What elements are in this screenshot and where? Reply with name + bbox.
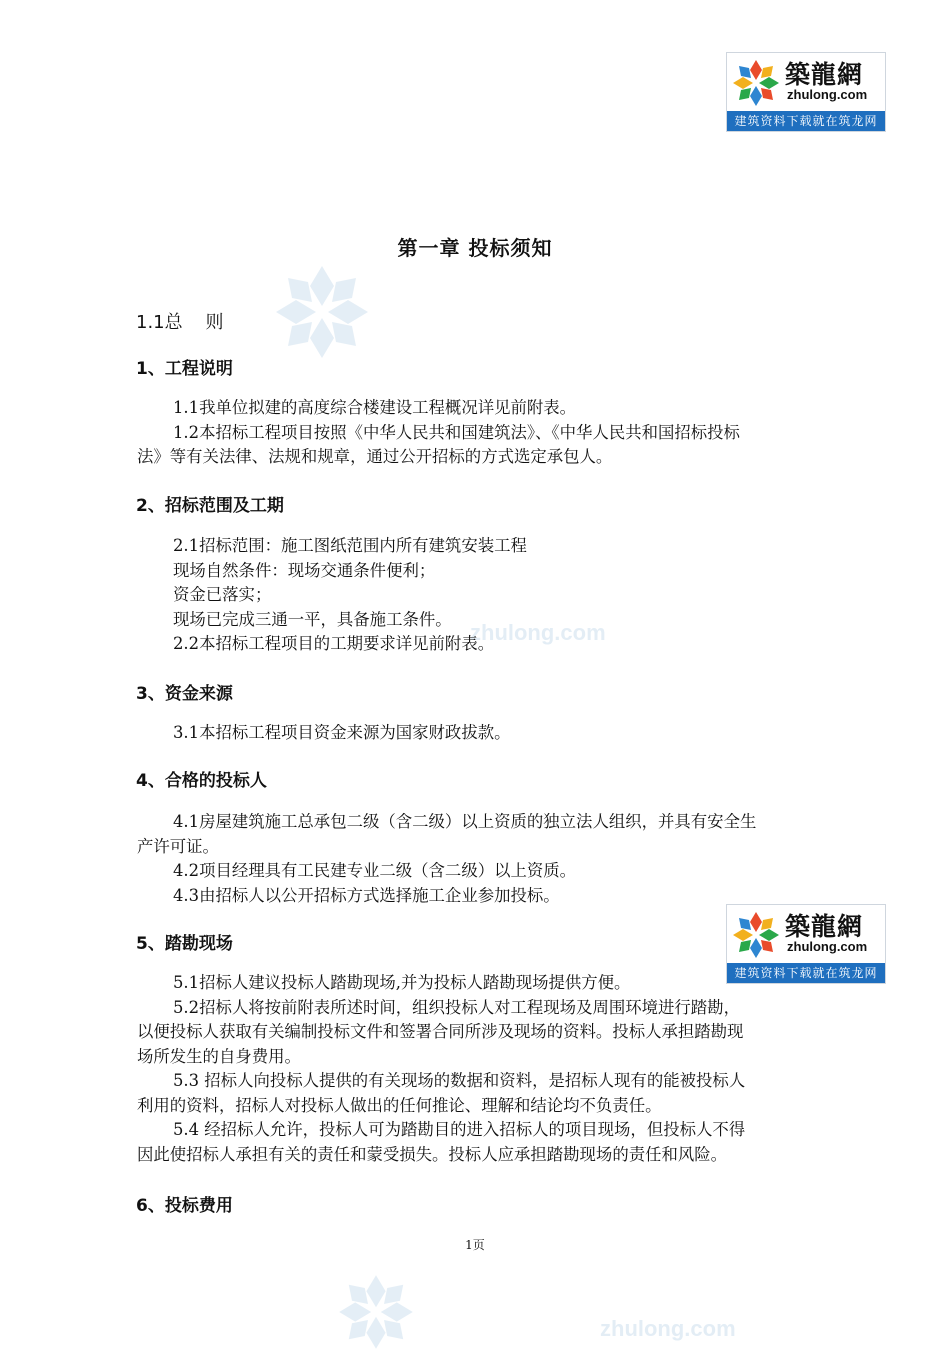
section-body bbox=[137, 721, 840, 746]
watermark-text: zhulong.com bbox=[600, 1316, 736, 1341]
section-title: 1、工程说明 bbox=[136, 359, 233, 379]
paragraph-line: 因此使招标人承担有关的责任和蒙受损失。投标人应承担踏勘现场的责任和风险。 bbox=[137, 1144, 728, 1164]
paragraph-line: 资金已落实； bbox=[173, 585, 272, 604]
zhulong-emblem-icon bbox=[731, 58, 781, 108]
paragraph-line: 产许可证。 bbox=[137, 836, 219, 856]
section-title: 6、投标费用 bbox=[136, 1196, 233, 1216]
paragraph-line: 5.1招标人建议投标人踏勘现场,并为投标人踏勘现场提供方便。 bbox=[173, 973, 631, 992]
section-title: 3、资金来源 bbox=[136, 684, 233, 704]
paragraph-line: 现场已完成三通一平，具备施工条件。 bbox=[173, 609, 452, 629]
logo-slogan: 建筑资料下载就在筑龙网 bbox=[727, 963, 885, 983]
paragraph-line: 1.2本招标工程项目按照《中华人民共和国建筑法》、《中华人民共和国招标投标 bbox=[173, 422, 740, 442]
section-body bbox=[137, 971, 840, 1167]
paragraph-line: 4.3由招标人以公开招标方式选择施工企业参加投标。 bbox=[173, 885, 560, 905]
paragraph-line: 5.3 招标人向投标人提供的有关现场的数据和资料，是招标人现有的能被投标人 bbox=[173, 1071, 746, 1090]
paragraph-line: 4.2项目经理具有工民建专业二级（含二级）以上资质。 bbox=[173, 861, 577, 880]
watermark-emblem-icon bbox=[336, 1272, 416, 1352]
chapter-title: 第一章 投标须知 bbox=[397, 236, 553, 260]
paragraph-line: 利用的资料，招标人对投标人做出的任何推论、理解和结论均不负责任。 bbox=[137, 1095, 662, 1115]
paragraph-line: 3.1本招标工程项目资金来源为国家财政拔款。 bbox=[173, 723, 511, 742]
zhulong-logo bbox=[726, 52, 886, 132]
logo-domain: zhulong.com bbox=[787, 939, 868, 954]
paragraph-line: 法》等有关法律、法规和规章，通过公开招标的方式选定承包人。 bbox=[137, 447, 613, 466]
section-title: 5、踏勘现场 bbox=[136, 934, 233, 954]
page-number: 1页 bbox=[465, 1238, 485, 1252]
paragraph-line: 2.2本招标工程项目的工期要求详见前附表。 bbox=[173, 634, 495, 653]
section-body bbox=[137, 534, 840, 657]
paragraph-line: 现场自然条件：现场交通条件便利； bbox=[173, 560, 436, 580]
logo-chinese-name: 築龍網 bbox=[785, 912, 864, 941]
section-body bbox=[137, 396, 840, 470]
watermark-text: zhulong.com bbox=[470, 620, 606, 645]
section-heading: 1.1总 则 bbox=[136, 312, 224, 333]
section-body bbox=[137, 810, 840, 908]
watermark-emblem-icon bbox=[272, 262, 372, 362]
paragraph-line: 5.2招标人将按前附表所述时间，组织投标人对工程现场及周围环境进行踏勘， bbox=[173, 997, 740, 1017]
logo-chinese-name: 築龍網 bbox=[785, 60, 864, 89]
paragraph-line: 2.1招标范围：施工图纸范围内所有建筑安装工程 bbox=[173, 536, 527, 555]
paragraph-line: 1.1我单位拟建的高度综合楼建设工程概况详见前附表。 bbox=[173, 398, 577, 417]
paragraph-line: 5.4 经招标人允许，投标人可为踏勘目的进入招标人的项目现场，但投标人不得 bbox=[173, 1120, 746, 1139]
logo-slogan: 建筑资料下载就在筑龙网 bbox=[727, 111, 885, 131]
paragraph-line: 场所发生的自身费用。 bbox=[137, 1046, 301, 1066]
section-title: 2、招标范围及工期 bbox=[136, 496, 284, 516]
zhulong-emblem-icon bbox=[731, 910, 781, 960]
logo-domain: zhulong.com bbox=[787, 87, 868, 102]
paragraph-line: 4.1房屋建筑施工总承包二级（含二级）以上资质的独立法人组织，并具有安全生 bbox=[173, 812, 757, 831]
paragraph-line: 以便投标人获取有关编制投标文件和签署合同所涉及现场的资料。投标人承担踏勘现 bbox=[137, 1022, 744, 1041]
section-title: 4、合格的投标人 bbox=[136, 771, 267, 791]
